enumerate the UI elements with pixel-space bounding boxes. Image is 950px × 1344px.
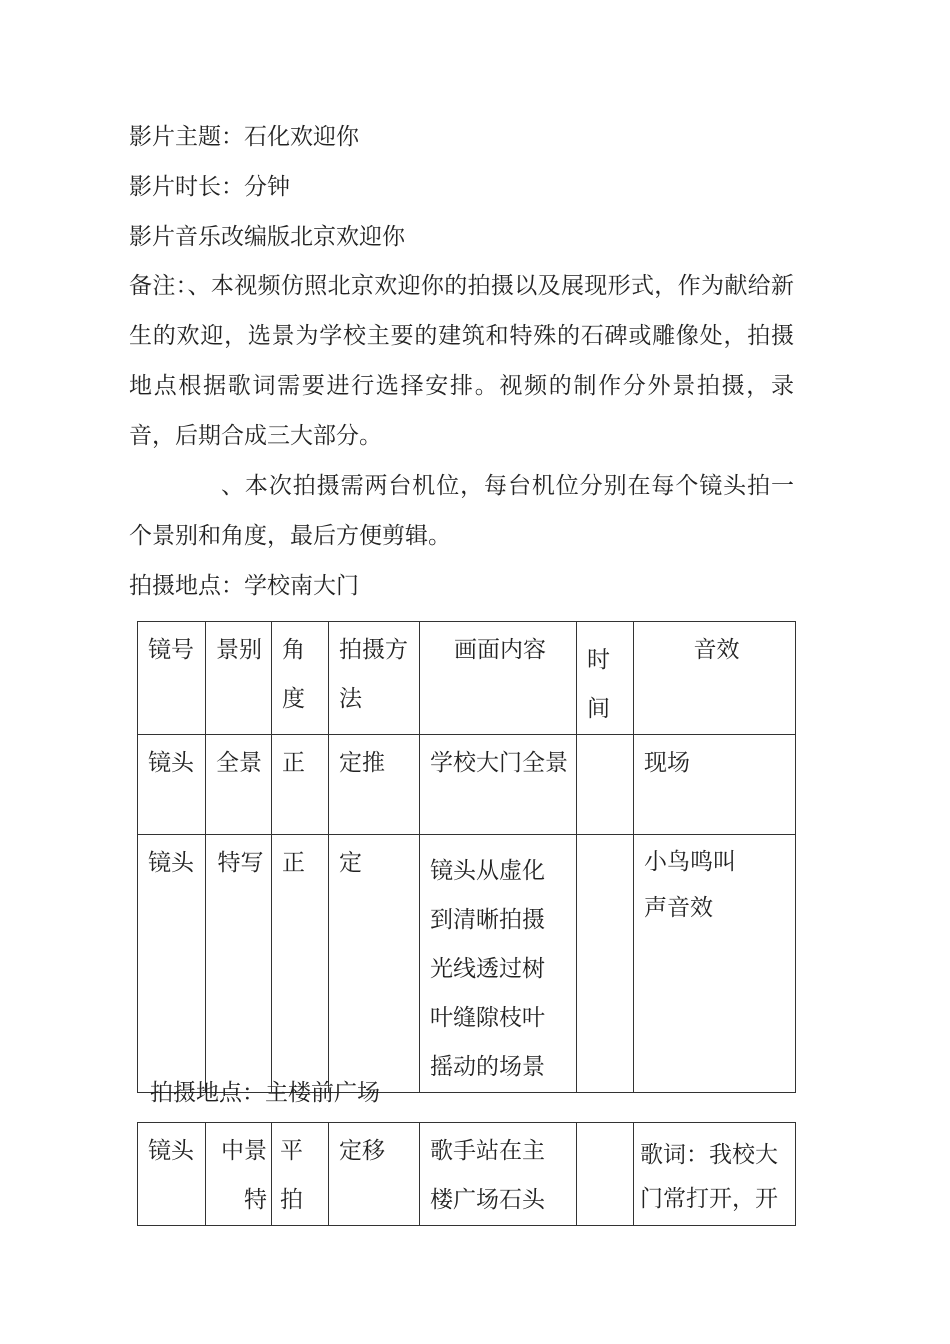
note-paragraph-2: 、本次拍摄需两台机位，每台机位分别在每个镜头拍一个景别和角度，最后方便剪辑。 xyxy=(129,473,794,549)
cell-shot: 镜头 xyxy=(138,835,206,1093)
cell-angle: 正 xyxy=(272,735,329,835)
cell-scene: 全景 xyxy=(206,735,272,835)
location-heading-2: 拍摄地点：主楼前广场 xyxy=(150,1080,380,1106)
cell-content: 学校大门全景 xyxy=(420,735,577,835)
table-row xyxy=(138,735,796,835)
header-method: 拍摄方法 xyxy=(329,622,420,735)
cell-sound: 歌词：我校大门常打开，开 xyxy=(634,1123,796,1226)
table-row xyxy=(138,1123,796,1226)
cell-time xyxy=(577,835,634,1093)
shot-table-2 xyxy=(137,1122,796,1226)
cell-shot: 镜头 xyxy=(138,735,206,835)
header-angle: 角度 xyxy=(272,622,329,735)
header-sound: 音效 xyxy=(634,622,796,735)
header-time: 时间 xyxy=(577,622,634,735)
cell-scene: 中景特 xyxy=(206,1123,272,1226)
cell-angle: 平拍 xyxy=(272,1123,329,1226)
header-content: 画面内容 xyxy=(420,622,577,735)
cell-time xyxy=(577,1123,634,1226)
cell-time xyxy=(577,735,634,835)
location-heading-1: 拍摄地点：学校南大门 xyxy=(129,573,359,599)
cell-sound: 现场 xyxy=(634,735,796,835)
table-row xyxy=(138,835,796,1093)
header-shot: 镜号 xyxy=(138,622,206,735)
note-paragraph-1: 备注：、本视频仿照北京欢迎你的拍摄以及展现形式，作为献给新生的欢迎，选景为学校主要的建筑和特殊的石碑或雕像处，拍摄地点根据歌词需要进行选择安排。视频的制作分外景拍摄，录音，后期合成三大部分。 xyxy=(129,273,794,449)
table-header-row xyxy=(138,622,796,735)
film-duration: 影片时长：分钟 xyxy=(129,174,290,200)
header-scene: 景别 xyxy=(206,622,272,735)
cell-method: 定 xyxy=(329,835,420,1093)
cell-content: 歌手站在主楼广场石头 xyxy=(420,1123,577,1226)
cell-angle: 正 xyxy=(272,835,329,1093)
film-music: 影片音乐改编版北京欢迎你 xyxy=(129,224,405,250)
film-theme: 影片主题：石化欢迎你 xyxy=(129,124,359,150)
cell-method: 定推 xyxy=(329,735,420,835)
cell-sound: 小鸟鸣叫声音效 xyxy=(634,835,796,1093)
cell-scene: 特写 xyxy=(206,835,272,1093)
cell-shot: 镜头 xyxy=(138,1123,206,1226)
cell-content: 镜头从虚化到清晰拍摄光线透过树叶缝隙枝叶摇动的场景 xyxy=(420,835,577,1093)
shot-table-1 xyxy=(137,621,796,1093)
cell-method: 定移 xyxy=(329,1123,420,1226)
